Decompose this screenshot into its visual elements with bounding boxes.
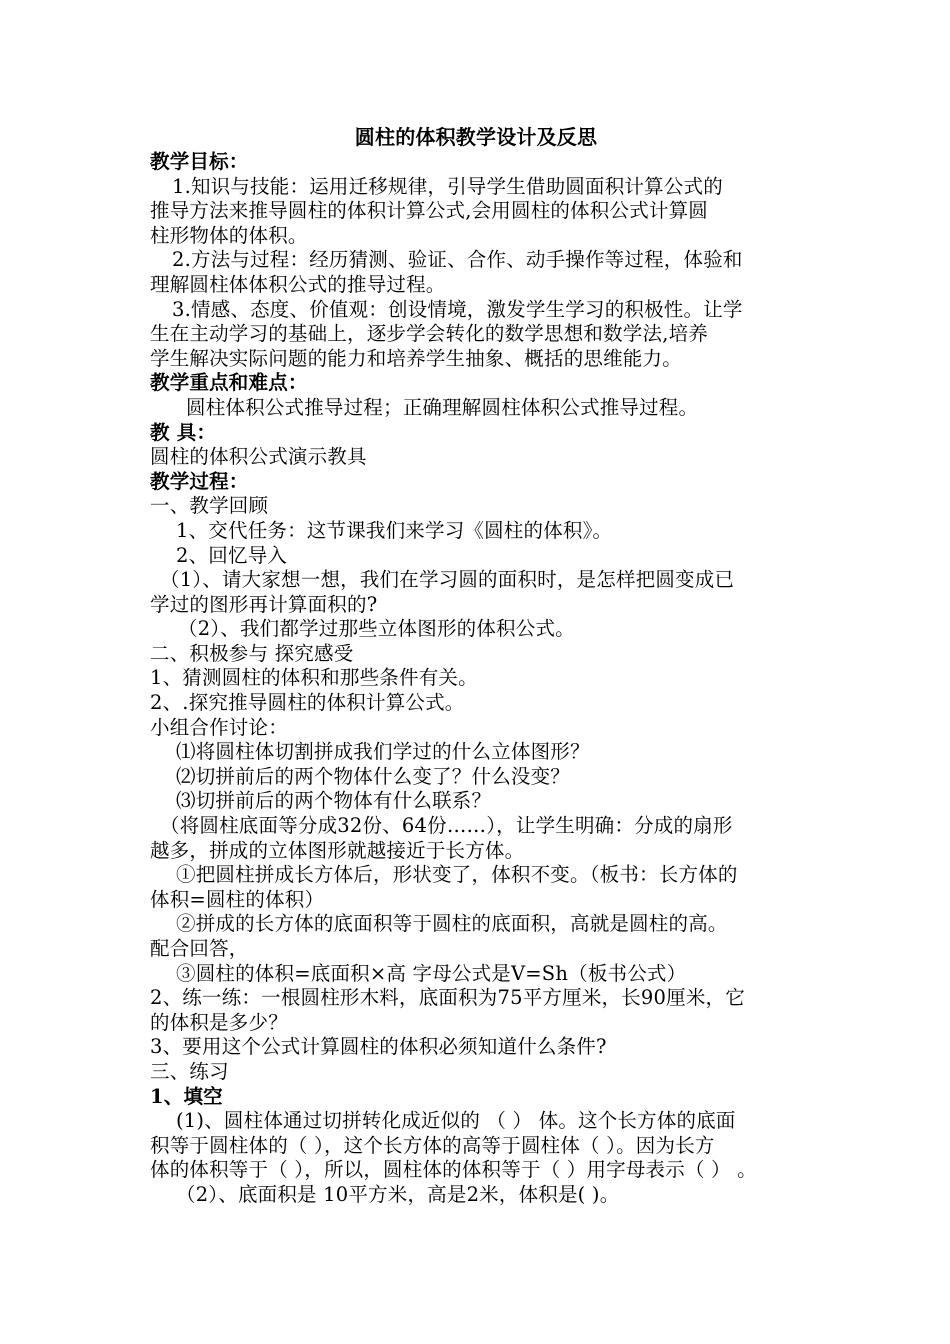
paragraph-line: 2、.探究推导圆柱的体积计算公式。 bbox=[150, 691, 465, 715]
document-page bbox=[150, 124, 802, 1208]
paragraph-line: 推导方法来推导圆柱的体积计算公式,会用圆柱的体积公式计算圆 bbox=[150, 199, 708, 223]
paragraph-line: 理解圆柱体体积公式的推导过程。 bbox=[150, 272, 446, 296]
paragraph-line: 圆柱体积公式推导过程；正确理解圆柱体积公式推导过程。 bbox=[186, 395, 699, 419]
paragraph-line: 2.方法与过程：经历猜测、验证、合作、动手操作等过程，体验和 bbox=[172, 248, 743, 272]
paragraph-line: 2、练一练：一根圆柱形木料，底面积为75平方厘米，长90厘米，它 bbox=[150, 986, 745, 1010]
paragraph-line: ⑵切拼前后的两个物体什么变了？什么没变？ bbox=[176, 764, 571, 788]
paragraph-line: ⑶切拼前后的两个物体有什么联系？ bbox=[176, 789, 492, 813]
paragraph-line: 配合回答， bbox=[150, 937, 249, 960]
paragraph-line: 积等于圆柱体的（ ），这个长方体的高等于圆柱体（ ）。因为长方 bbox=[150, 1133, 715, 1157]
paragraph-line: （2）、底面积是 10平方米，高是2米，体积是( )。 bbox=[176, 1182, 620, 1206]
paragraph-line: （将圆柱底面等分成32份、64份……），让学生明确：分成的扇形 bbox=[160, 814, 733, 838]
paragraph-line: ②拼成的长方体的底面积等于圆柱的底面积，高就是圆柱的高。 bbox=[176, 912, 728, 936]
paragraph-line: ①把圆柱拼成长方体后，形状变了，体积不变。（板书：长方体的 bbox=[176, 863, 738, 887]
paragraph-line: 1、交代任务：这节课我们来学习《圆柱的体积》。 bbox=[176, 518, 613, 542]
paragraph-line: 3.情感、态度、价值观：创设情境，激发学生学习的积极性。让学 bbox=[172, 297, 743, 321]
paragraph-line: ③圆柱的体积=底面积×高 字母公式是V=Sh（板书公式） bbox=[176, 961, 687, 985]
paragraph-line: 1.知识与技能：运用迁移规律，引导学生借助圆面积计算公式的 bbox=[172, 174, 723, 198]
section-heading: 二、积极参与 探究感受 bbox=[150, 641, 354, 665]
paragraph-line: ⑴将圆柱体切割拼成我们学过的什么立体图形？ bbox=[176, 740, 590, 764]
paragraph-line: 体的体积等于（ ），所以，圆柱体的体积等于（ ）用字母表示（ ） 。 bbox=[150, 1158, 757, 1182]
paragraph-line: 柱形物体的体积。 bbox=[150, 223, 308, 247]
paragraph-line: 2、回忆导入 bbox=[176, 543, 288, 567]
paragraph-line: 体积=圆柱的体积） bbox=[150, 887, 325, 911]
paragraph-line: 学生解决实际问题的能力和培养学生抽象、概括的思维能力。 bbox=[150, 346, 682, 370]
paragraph-line: 小组合作讨论： bbox=[150, 715, 288, 739]
heading-teaching-aids: 教 具： bbox=[150, 420, 217, 444]
paragraph-line: 3、要用这个公式计算圆柱的体积必须知道什么条件? bbox=[150, 1035, 607, 1059]
document-title: 圆柱的体积教学设计及反思 bbox=[354, 125, 598, 149]
paragraph-line: （1）、请大家想一想，我们在学习圆的面积时，是怎样把圆变成已 bbox=[160, 568, 735, 592]
section-heading: 三、练习 bbox=[150, 1059, 229, 1083]
paragraph-line: 的体积是多少？ bbox=[150, 1010, 288, 1034]
paragraph-line: (1)、圆柱体通过切拼转化成近似的 （ ） 体。这个长方体的底面 bbox=[176, 1109, 736, 1133]
paragraph-line: 生在主动学习的基础上，逐步学会转化的数学思想和数学法,培养 bbox=[150, 322, 708, 346]
paragraph-line: 越多，拼成的立体图形就越接近于长方体。 bbox=[150, 838, 525, 862]
section-heading: 一、教学回顾 bbox=[150, 494, 269, 518]
paragraph-line: 1、猜测圆柱的体积和那些条件有关。 bbox=[150, 666, 478, 690]
heading-key-points: 教学重点和难点： bbox=[150, 371, 308, 395]
paragraph-line: 圆柱的体积公式演示教具 bbox=[150, 445, 367, 469]
subsection-heading: 1、填空 bbox=[150, 1084, 223, 1108]
heading-teaching-process: 教学过程： bbox=[150, 469, 249, 493]
heading-teaching-goals: 教学目标： bbox=[150, 150, 249, 173]
paragraph-line: 学过的图形再计算面积的? bbox=[150, 592, 378, 616]
paragraph-line: （2）、我们都学过那些立体图形的体积公式。 bbox=[178, 617, 575, 641]
